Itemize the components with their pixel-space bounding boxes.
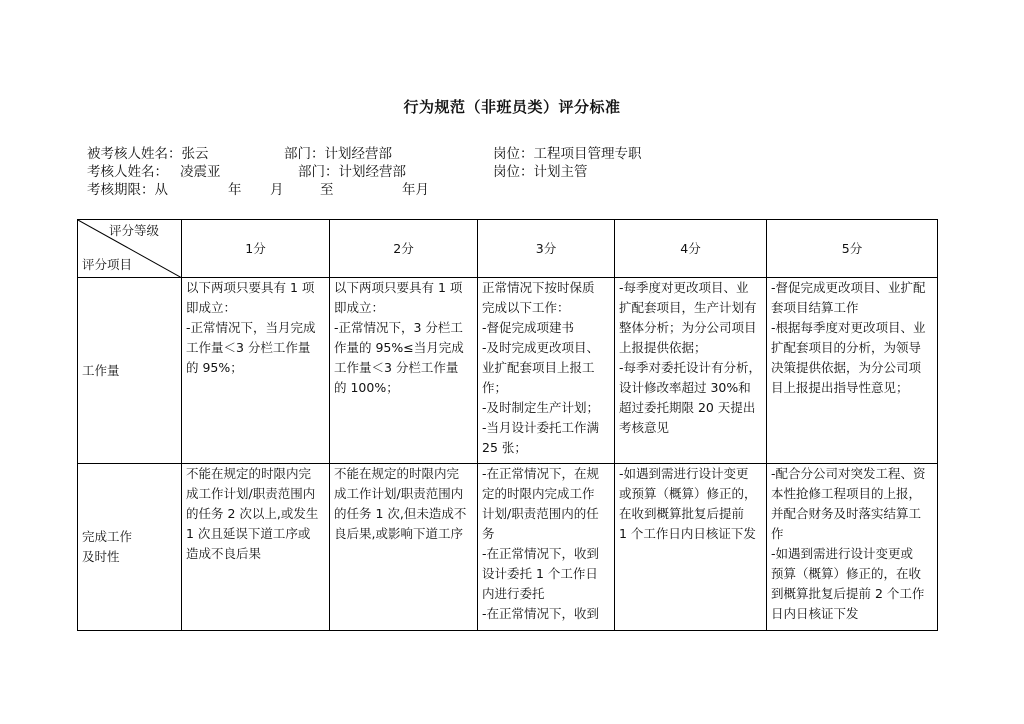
cell-text-line: 在收到概算批复后提前 (619, 506, 745, 521)
cell-text-line: 25 张； (482, 440, 527, 455)
header-row (78, 220, 938, 278)
cell-text-line: 良后果,或影响下道工序 (334, 526, 463, 541)
cell-timeliness-5 (767, 464, 938, 631)
dept2-value: 计划经营部 (338, 164, 406, 180)
cell-text-line: 整体分析；为分公司项目 (619, 320, 757, 335)
period-label: 考核期限：从 (87, 182, 168, 198)
cell-text-line: 不能在规定的时限内完 (186, 466, 312, 481)
document-title: 行为规范（非班员类）评分标准 (403, 98, 621, 116)
cell-workload-3 (478, 278, 615, 464)
cell-text-line: 内进行委托 (482, 586, 545, 601)
cell-text-line: 设计修改率超过 30%和 (619, 380, 751, 395)
cell-text-line: 扩配套项目，生产计划有 (619, 300, 757, 315)
cell-workload-1 (182, 278, 330, 464)
score-header-4: 4分 (615, 220, 767, 278)
cell-text-line: 作量的 95%≤当月完成 (334, 340, 464, 355)
cell-text-line: 设计委托 1 个工作日 (482, 566, 598, 581)
cell-text-line: -当月设计委托工作满 (482, 420, 600, 435)
period-yearmonth: 年月 (402, 182, 429, 198)
cell-text-line: -在正常情况下，在规 (482, 466, 600, 481)
cell-text-line: -每季对委托设计有分析， (619, 360, 762, 375)
cell-text-line: -根据每季度对更改项目、业 (771, 320, 926, 335)
diagonal-header-cell (78, 220, 182, 278)
cell-workload-4 (615, 278, 767, 464)
cell-text-line: 本性抢修工程项目的上报， (771, 486, 922, 501)
cell-text-line: -如遇到需进行设计变更 (619, 466, 749, 481)
cell-text-line: -督促完成项建书 (482, 320, 575, 335)
cell-text-line: 预算（概算）修正的，在收 (771, 566, 922, 581)
cell-text-line: -督促完成更改项目、业扩配 (771, 280, 926, 295)
cell-text-line: 日内日核证下发 (771, 606, 859, 621)
cell-text-line: 工作量＜3 分栏工作量 (186, 340, 311, 355)
cell-text-line: 不能在规定的时限内完 (334, 466, 460, 481)
scoring-table (77, 219, 938, 631)
score-header-3: 3分 (478, 220, 615, 278)
post1-value: 工程项目管理专职 (533, 146, 642, 162)
score-header-1: 1分 (182, 220, 330, 278)
cell-text-line: 并配合财务及时落实结算工 (771, 506, 922, 521)
period-month: 月 (270, 182, 284, 198)
cell-timeliness-4 (615, 464, 767, 631)
cell-workload-2 (330, 278, 478, 464)
cell-text-line: 考核意见 (619, 420, 670, 435)
period-to: 至 (320, 182, 334, 198)
cell-text-line: 业扩配套项目上报工 (482, 360, 595, 375)
score-header-5: 5分 (767, 220, 938, 278)
examiner-label: 考核人姓名： (87, 164, 168, 180)
period-line (87, 181, 168, 199)
cell-text-line: -在正常情况下，收到 (482, 546, 600, 561)
cell-text-line: 或预算（概算）修正的， (619, 486, 757, 501)
dept2-line (298, 163, 406, 181)
score-header-2: 2分 (330, 220, 478, 278)
cell-text-line: 决策提供依据，为分公司项 (771, 360, 922, 375)
post2-label: 岗位： (493, 164, 534, 180)
cell-text-line: 1 次且延误下道工序或 (186, 526, 311, 541)
row-timeliness (78, 464, 938, 631)
cell-text-line: -正常情况下，3 分栏工 (334, 320, 463, 335)
cell-timeliness-2 (330, 464, 478, 631)
post1-label: 岗位： (493, 146, 534, 162)
period-year: 年 (228, 182, 242, 198)
dept1-line (284, 145, 392, 163)
cell-text-line: 的任务 1 次,但未造成不 (334, 506, 467, 521)
cell-workload-5 (767, 278, 938, 464)
cell-text-line: 以下两项只要具有 1 项 (334, 280, 463, 295)
header-level-label: 评分等级 (108, 223, 159, 238)
examiner-line (87, 163, 221, 181)
post2-value: 计划主管 (533, 164, 588, 180)
cell-text-line: 务 (482, 526, 495, 541)
cell-text-line: 成工作计划/职责范围内 (334, 486, 464, 501)
cell-text-line: 扩配套项目的分析，为领导 (771, 340, 922, 355)
dept1-value: 计划经营部 (324, 146, 392, 162)
cell-text-line: 成工作计划/职责范围内 (186, 486, 316, 501)
examinee-line (87, 145, 209, 163)
dept1-label: 部门： (284, 146, 325, 162)
cell-text-line: -在正常情况下，收到 (482, 606, 600, 621)
examinee-label: 被考核人姓名： (87, 146, 182, 162)
cell-text-line: 目上报提出指导性意见； (771, 380, 909, 395)
cell-text-line: -配合分公司对突发工程、资 (771, 466, 926, 481)
cell-text-line: 上报提供依据； (619, 340, 707, 355)
row-item-timeliness (78, 464, 182, 631)
examinee-name: 张云 (181, 146, 209, 162)
cell-text-line: 的任务 2 次以上,或发生 (186, 506, 319, 521)
row-item-timeliness-line2: 及时性 (82, 549, 120, 564)
cell-text-line: -如遇到需进行设计变更或 (771, 546, 914, 561)
cell-timeliness-3 (478, 464, 615, 631)
cell-text-line: 作 (771, 526, 784, 541)
cell-text-line: -每季度对更改项目、业 (619, 280, 749, 295)
cell-text-line: 完成以下工作： (482, 300, 570, 315)
cell-text-line: 1 个工作日内日核证下发 (619, 526, 756, 541)
cell-text-line: -及时制定生产计划； (482, 400, 600, 415)
cell-text-line: 正常情况下按时保质 (482, 280, 595, 295)
cell-text-line: 即成立： (186, 300, 237, 315)
examiner-name: 凌震亚 (180, 164, 221, 180)
cell-text-line: 即成立： (334, 300, 385, 315)
cell-text-line: 工作量＜3 分栏工作量 (334, 360, 459, 375)
cell-text-line: 以下两项只要具有 1 项 (186, 280, 315, 295)
row-workload (78, 278, 938, 464)
cell-text-line: 定的时限内完成工作 (482, 486, 595, 501)
post2-line (493, 163, 588, 181)
cell-text-line: 计划/职责范围内的任 (482, 506, 599, 521)
cell-text-line: 造成不良后果 (186, 546, 262, 561)
cell-text-line: 到概算批复后提前 2 个工作 (771, 586, 925, 601)
cell-text-line: 的 100%； (334, 380, 399, 395)
row-item-workload: 工作量 (78, 278, 182, 464)
header-item-label: 评分项目 (82, 257, 133, 272)
cell-text-line: -正常情况下，当月完成 (186, 320, 316, 335)
cell-text-line: -及时完成更改项目、 (482, 340, 600, 355)
cell-timeliness-1 (182, 464, 330, 631)
cell-text-line: 超过委托期限 20 天提出 (619, 400, 756, 415)
post1-line (493, 145, 642, 163)
row-item-timeliness-line1: 完成工作 (82, 529, 133, 544)
dept2-label: 部门： (298, 164, 339, 180)
cell-text-line: 作； (482, 380, 508, 395)
cell-text-line: 套项目结算工作 (771, 300, 859, 315)
cell-text-line: 的 95%； (186, 360, 243, 375)
